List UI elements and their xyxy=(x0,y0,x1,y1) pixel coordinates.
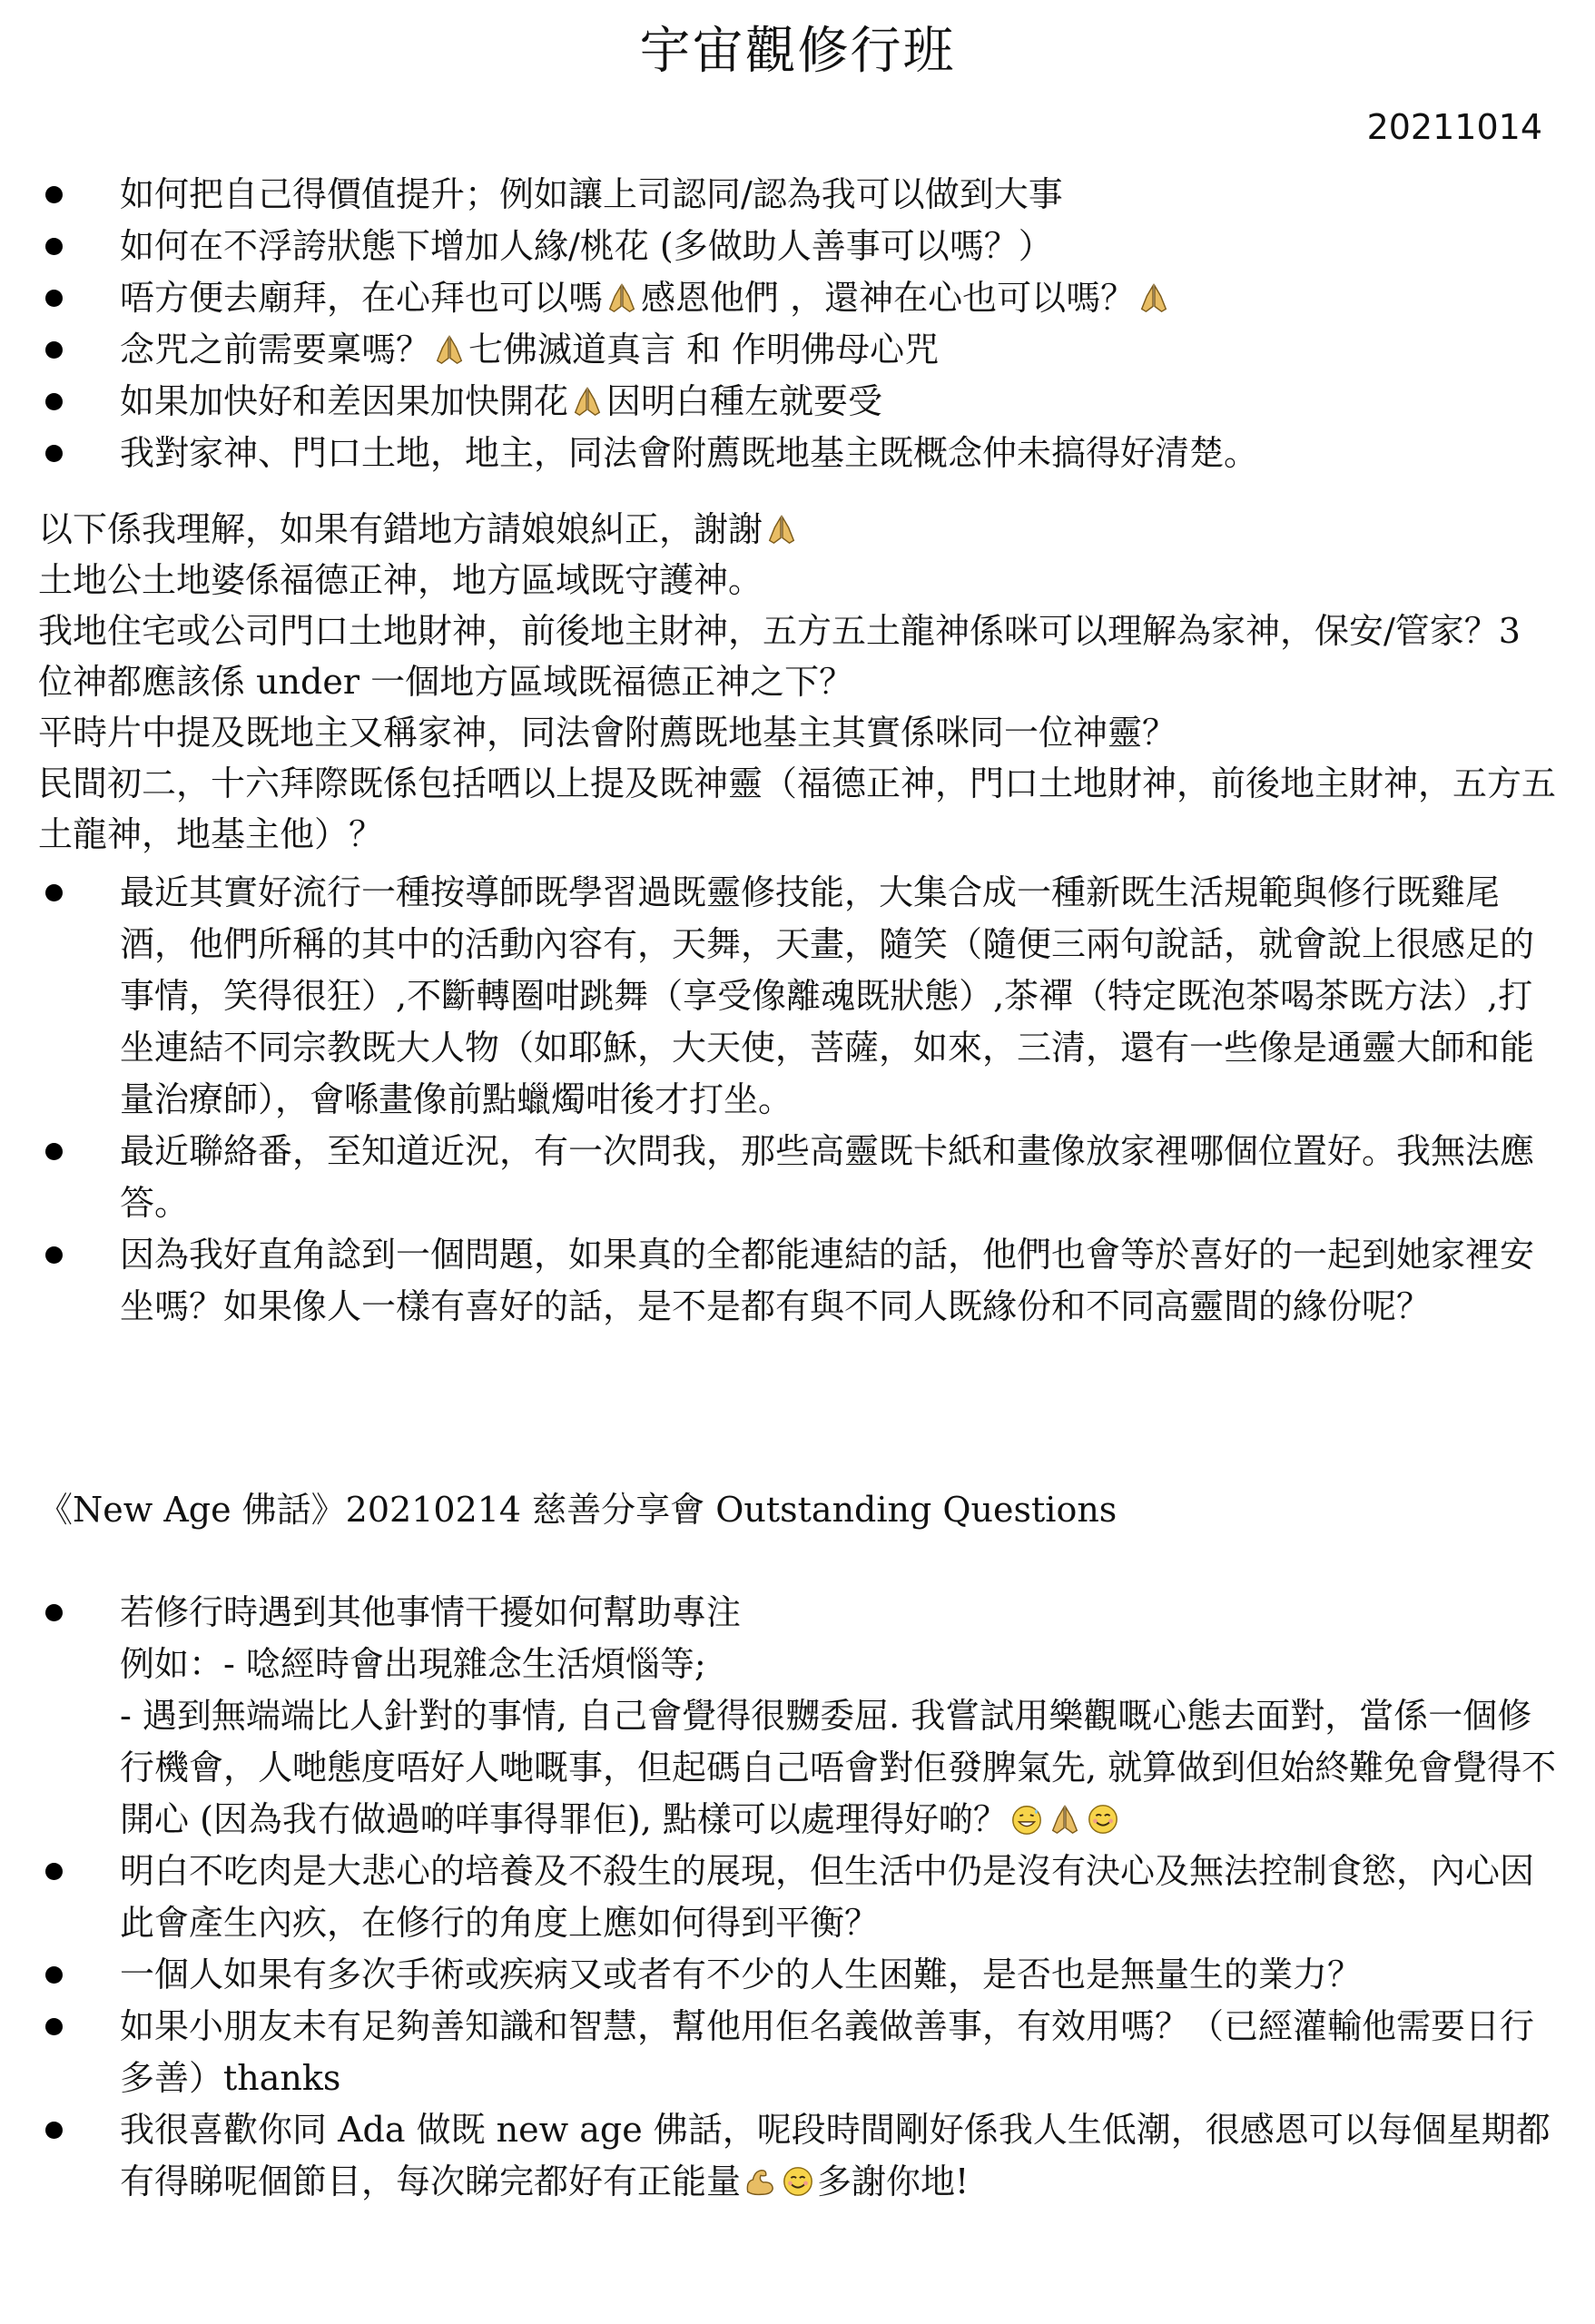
list-item-text: 因為我好直角諗到一個問題，如果真的全都能連結的話，他們也會等於喜好的一起到她家裡安坐嗎？如果像人一樣有喜好的話，是不是都有與不同人既緣份和不同高靈間的緣份呢？ xyxy=(120,1235,1535,1326)
section-heading: 《New Age 佛話》20210214 慈善分享會 Outstanding Questions xyxy=(38,1490,1117,1530)
bullet-dot xyxy=(45,1604,63,1621)
paragraph: 民間初二，十六拜際既係包括哂以上提及既神靈（福德正神，門口土地財神，前後地主財神，五方五土龍神，地基主他）？ xyxy=(38,763,1557,854)
list-item xyxy=(38,221,1563,272)
list-item-text: 念咒之前需要稟嗎？ xyxy=(120,330,431,369)
smiling-face-icon xyxy=(1086,1802,1120,1837)
bullet-dot xyxy=(45,393,63,410)
bullet-dot xyxy=(45,1966,63,1984)
example-detail-text: - 遇到無端端比人針對的事情, 自己會覺得很嬲委屈. 我嘗試用樂觀嘅心態去面對，當係一個修行機會，人哋態度唔好人哋嘅事，但起碼自己唔會對佢發脾氣先, 就算做到但始終難免會覺得不開心 (因為我冇做過啲咩事得罪佢), 點樣可以處理得好啲？ xyxy=(120,1696,1557,1839)
folded-hands-icon xyxy=(605,281,639,315)
paragraph xyxy=(38,504,1563,555)
list-item xyxy=(38,324,1563,376)
bullet-dot xyxy=(45,2122,63,2139)
question-list-3 xyxy=(38,1587,1563,2208)
paragraph: 平時片中提及既地主又稱家神，同法會附薦既地基主其實係咪同一位神靈？ xyxy=(38,713,1177,753)
bullet-dot xyxy=(45,884,63,901)
bullet-dot xyxy=(45,238,63,255)
list-item-text: 一個人如果有多次手術或疾病又或者有不少的人生困難，是否也是無量生的業力？ xyxy=(120,1955,1363,1994)
bullet-dot xyxy=(45,1143,63,1160)
list-item-text: 最近其實好流行一種按導師既學習過既靈修技能，大集合成一種新既生活規範與修行既雞尾酒，他們所稱的其中的活動內容有，天舞，天畫，隨笑（隨便三兩句說話，就會說上很感足的事情，笑得很狂）,不斷轉圈咁跳舞（享受像離魂既狀態）,茶禪（特定既泡茶喝茶既方法）,打坐連結不同宗教既大人物（如耶穌，大天使，菩薩，如來，三清，還有一些像是通靈大師和能量治療師），會喺畫像前點蠟燭咁後才打坐。 xyxy=(120,872,1535,1119)
list-item xyxy=(38,376,1563,428)
paragraph: 我地住宅或公司門口土地財神，前後地主財神，五方五土龍神係咪可以理解為家神，保安/管家？3 位神都應該係 under 一個地方區域既福德正神之下？ xyxy=(38,611,1521,702)
bullet-dot xyxy=(45,445,63,462)
list-item xyxy=(38,1587,1563,1846)
list-item-text: 若修行時遇到其他事情干擾如何幫助專注 xyxy=(120,1592,742,1632)
paragraph: 土地公土地婆係福德正神，地方區域既守護神。 xyxy=(38,560,763,600)
bullet-dot xyxy=(45,1246,63,1264)
list-item-text: 如果加快好和差因果加快開花 xyxy=(120,381,569,421)
list-item-text-cont: 多謝你地! xyxy=(817,2162,970,2201)
bullet-dot xyxy=(45,186,63,203)
list-item-example-detail xyxy=(120,1690,1563,1846)
list-item-text-cont: 因明白種左就要受 xyxy=(606,381,883,421)
list-item-text: 唔方便去廟拜，在心拜也可以嗎 xyxy=(120,278,604,318)
folded-hands-icon xyxy=(1048,1802,1082,1837)
list-item-example: 例如：- 唸經時會出現雜念生活煩惱等; xyxy=(120,1644,706,1684)
list-item-text-cont: 七佛滅道真言 和 作明佛母心咒 xyxy=(468,330,940,369)
list-item-text: 如何把自己得價值提升；例如讓上司認同/認為我可以做到大事 xyxy=(120,174,1063,214)
folded-hands-icon xyxy=(570,384,605,419)
list-item-text: 如何在不浮誇狀態下增加人緣/桃花 (多做助人善事可以嗎？） xyxy=(120,226,1053,266)
grinning-sweat-icon xyxy=(1009,1802,1044,1837)
list-item xyxy=(38,428,1563,479)
flexed-biceps-icon xyxy=(743,2164,777,2199)
question-list-2 xyxy=(38,867,1563,1333)
list-item-text: 如果小朋友未有足夠善知識和智慧，幫他用佢名義做善事，有效用嗎？（已經灌輸他需要日行多善）thanks xyxy=(120,2006,1535,2098)
folded-hands-icon xyxy=(432,332,467,367)
question-list-1 xyxy=(38,169,1563,479)
page-title: 宇宙觀修行班 xyxy=(639,22,956,81)
list-item xyxy=(38,1126,1563,1229)
bullet-dot xyxy=(45,2018,63,2035)
folded-hands-icon xyxy=(1137,281,1171,315)
list-item-text: 我很喜歡你同 Ada 做既 new age 佛話，呢段時間剛好係我人生低潮，很感恩可以每個星期都有得睇呢個節目，每次睇完都好有正能量 xyxy=(120,2110,1551,2201)
list-item xyxy=(38,1229,1563,1333)
document-date: 20211014 xyxy=(1366,107,1542,147)
folded-hands-icon xyxy=(764,512,799,547)
list-item-text: 最近聯絡番，至知道近況，有一次問我，那些高靈既卡紙和畫像放家裡哪個位置好。我無法應答。 xyxy=(120,1131,1535,1223)
list-item-text-cont: 感恩他們 ，還神在心也可以嗎？ xyxy=(641,278,1136,318)
paragraph-text: 以下係我理解，如果有錯地方請娘娘糾正，謝謝 xyxy=(38,509,763,549)
smiling-face-icon xyxy=(781,2164,815,2199)
section-heading-wrap xyxy=(38,1484,1563,1535)
bullet-dot xyxy=(45,341,63,359)
list-item xyxy=(38,867,1563,1126)
understanding-section xyxy=(38,504,1563,860)
bullet-dot xyxy=(45,1863,63,1880)
list-item-text: 明白不吃肉是大悲心的培養及不殺生的展現，但生活中仍是沒有決心及無法控制食慾，內心因此會產生內疚，在修行的角度上應如何得到平衡？ xyxy=(120,1851,1535,1943)
list-item xyxy=(38,169,1563,221)
list-item xyxy=(38,2001,1563,2104)
bullet-dot xyxy=(45,290,63,307)
list-item xyxy=(38,2104,1563,2208)
list-item xyxy=(38,272,1563,324)
list-item-text: 我對家神、門口土地，地主，同法會附薦既地基主既概念仲未搞得好清楚。 xyxy=(120,433,1259,473)
list-item xyxy=(38,1949,1563,2001)
list-item xyxy=(38,1846,1563,1949)
